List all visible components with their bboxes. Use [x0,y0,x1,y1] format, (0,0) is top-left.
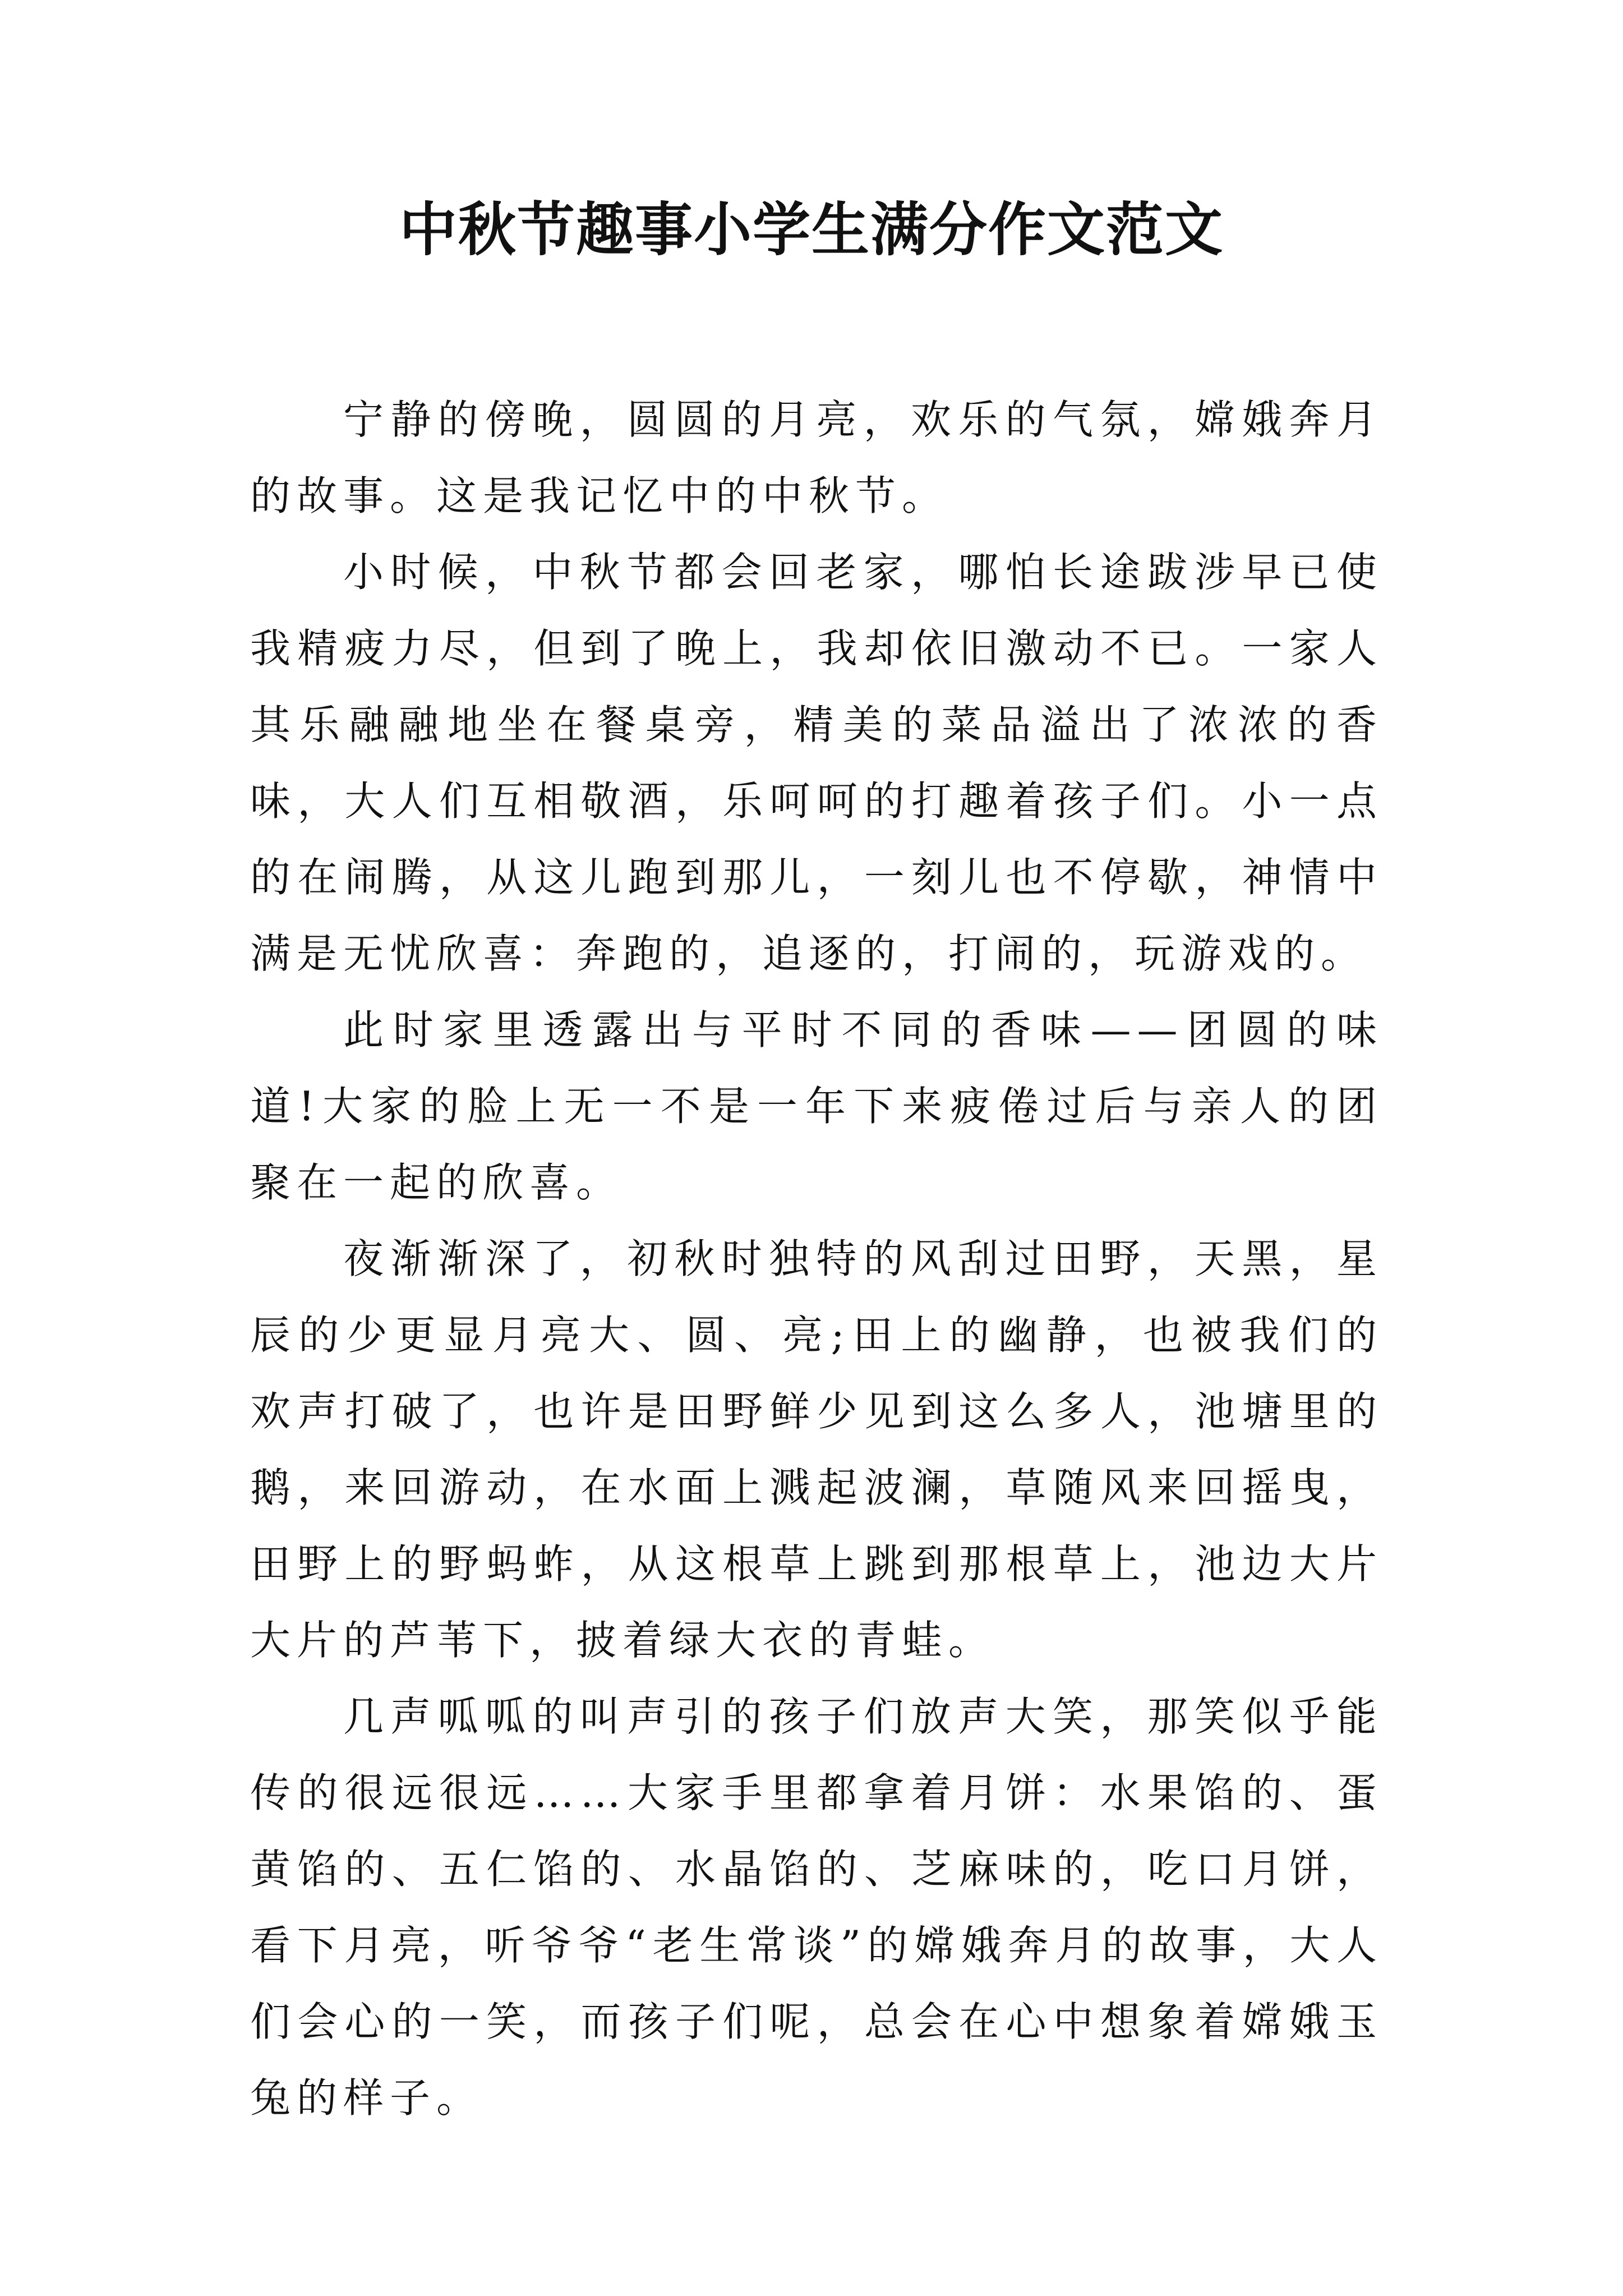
document-body [250,381,1383,2136]
paragraph-5: 几声呱呱的叫声引的孩子们放声大笑，那笑似乎能传的很远很远……大家手里都拿着月饼：水果馅的、蛋黄馅的、五仁馅的、水晶馅的、芝麻味的，吃口月饼，看下月亮，听爷爷“老生常谈”的嫦娥奔月的故事，大人们会心的一笑，而孩子们呢，总会在心中想象着嫦娥玉兔的样子。 [250,1693,1383,2122]
paragraph-2: 小时候，中秋节都会回老家，哪怕长途跋涉早已使我精疲力尽，但到了晚上，我却依旧激动不已。一家人其乐融融地坐在餐桌旁，精美的菜品溢出了浓浓的香味，大人们互相敬酒，乐呵呵的打趣着孩子们。小一点的在闹腾，从这儿跑到那儿，一刻儿也不停歇，神情中满是无忧欣喜：奔跑的，追逐的，打闹的，玩游戏的。 [250,549,1383,977]
document-title: 中秋节趣事小学生满分作文范文 [399,196,1224,264]
paragraph-3: 此时家里透露出与平时不同的香味——团圆的味道!大家的脸上无一不是一年下来疲倦过后与亲人的团聚在一起的欣喜。 [250,1006,1383,1206]
paragraph-4: 夜渐渐深了，初秋时独特的风刮过田野，天黑，星辰的少更显月亮大、圆、亮;田上的幽静，也被我们的欢声打破了，也许是田野鲜少见到这么多人，池塘里的鹅，来回游动，在水面上溅起波澜，草随风来回摇曳，田野上的野蚂蚱，从这根草上跳到那根草上，池边大片大片的芦苇下，披着绿大衣的青蛙。 [250,1235,1383,1664]
paragraph-1: 宁静的傍晚，圆圆的月亮，欢乐的气氛，嫦娥奔月的故事。这是我记忆中的中秋节。 [250,396,1383,519]
